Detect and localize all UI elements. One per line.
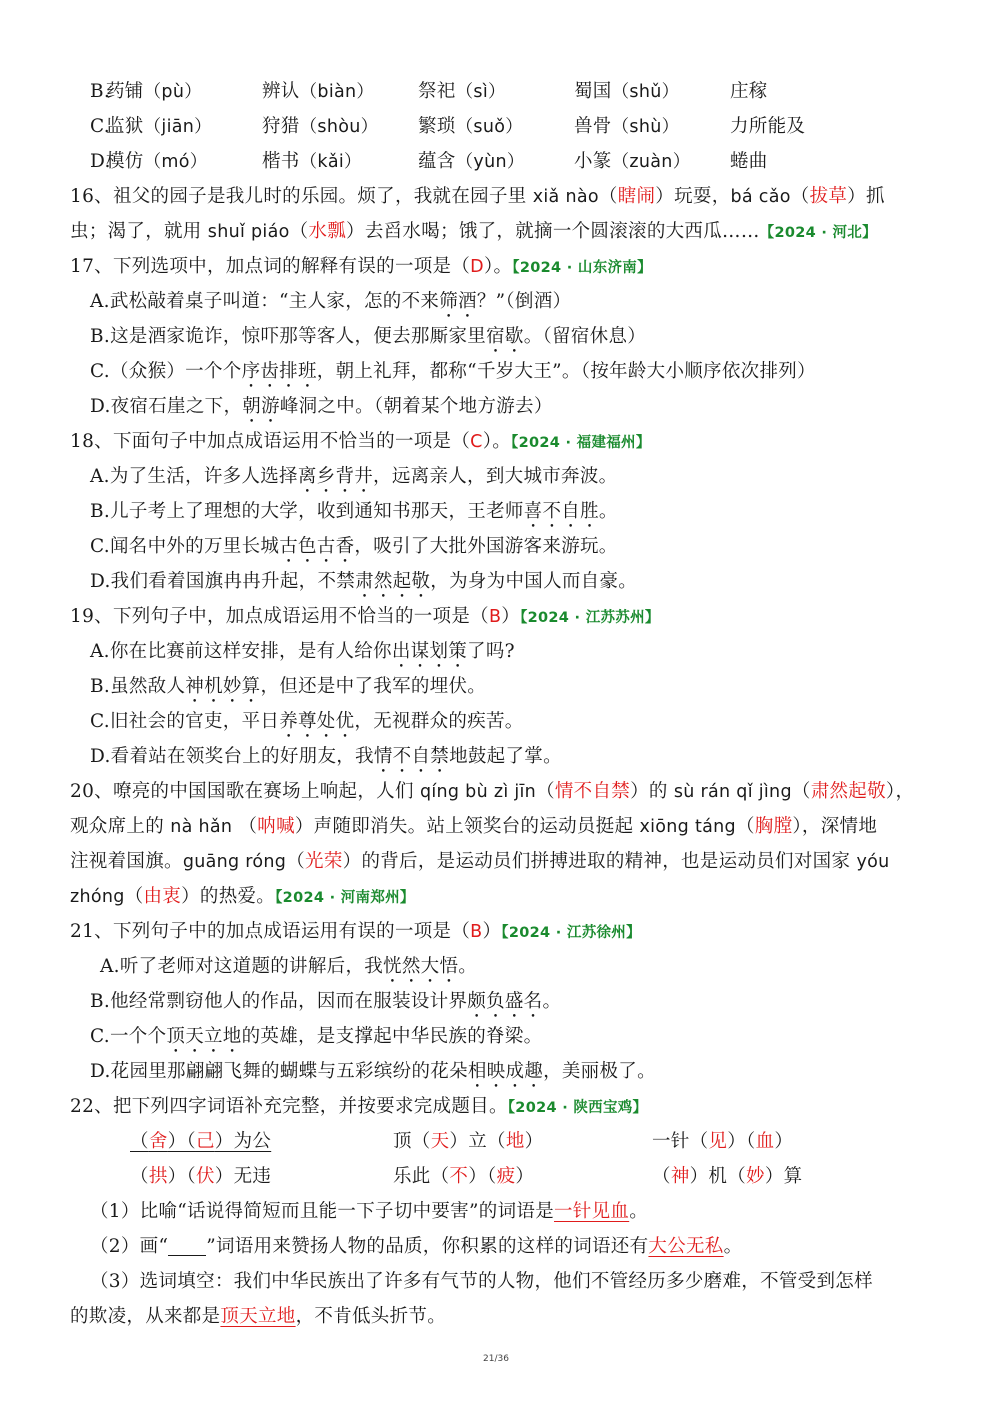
pinyin: （kǎi） xyxy=(299,152,362,172)
text: 注视着国旗。 xyxy=(70,851,183,872)
text: A.你在比赛前这样安排，是有人给你 xyxy=(90,641,392,662)
text: ）无违 xyxy=(214,1166,272,1187)
word: 兽骨 xyxy=(574,116,612,137)
text: C.一个个 xyxy=(90,1026,167,1047)
dotted-word: 筛酒 xyxy=(439,291,477,312)
idiom xyxy=(393,1159,534,1194)
q18-option-b xyxy=(90,494,950,529)
pinyin: （biàn） xyxy=(299,82,375,102)
pinyin: （sì） xyxy=(455,82,506,102)
text: ） xyxy=(524,1131,544,1152)
pinyin: （shòu） xyxy=(299,117,379,137)
word: 蜷曲 xyxy=(730,151,768,172)
text: B.这是酒家诡诈，惊吓那等客人，便去那厮家里 xyxy=(90,326,487,347)
q19-stem xyxy=(70,599,930,634)
text: B.他经常剽窃他人的作品，因而在服装设计界 xyxy=(90,991,468,1012)
answer: 拔草 xyxy=(809,186,848,207)
option-label: B. xyxy=(90,81,111,102)
text: 17、下列选项中，加点词的解释有误的一项是（ xyxy=(70,256,471,277)
text: D.我们看着国旗冉冉升起，不禁 xyxy=(90,571,356,592)
answer: 疲 xyxy=(496,1166,516,1187)
text: （ xyxy=(124,886,144,907)
text: A.为了生活，许多人选择 xyxy=(90,466,298,487)
q17-option-a xyxy=(90,284,950,319)
q21-option-c xyxy=(90,1019,950,1054)
text: ，美丽极了。 xyxy=(543,1061,656,1082)
q22-stem xyxy=(70,1089,930,1124)
text: 虫；渴了，就用 xyxy=(70,221,208,242)
text: ，朝上礼拜，都称“千岁大王”。（按年龄大小顺序依次排列） xyxy=(316,361,816,382)
q22-words-row-1 xyxy=(130,1124,910,1159)
q20-line-4 xyxy=(70,879,930,914)
text: 地鼓起了掌。 xyxy=(449,746,562,767)
dotted-word: 古色古香 xyxy=(279,536,355,557)
text: ）（ xyxy=(727,1131,756,1152)
text: ）（ xyxy=(167,1131,196,1152)
text: ）抓 xyxy=(847,186,885,207)
text: ）， xyxy=(885,781,915,802)
text: ，为身为中国人而自豪。 xyxy=(430,571,638,592)
text: （2）画“ xyxy=(90,1236,169,1257)
text: 。（留宿休息） xyxy=(523,326,647,347)
source-tag: 【2024 · 陕西宝鸡】 xyxy=(507,1100,648,1116)
text: ）。 xyxy=(483,256,513,277)
word: 祭祀 xyxy=(418,81,456,102)
pinyin: （mó） xyxy=(143,152,208,172)
pinyin: shuǐ piáo xyxy=(207,222,290,242)
answer: 一针见血 xyxy=(554,1201,630,1222)
pinyin: zhóng xyxy=(70,887,125,907)
idiom-underlined xyxy=(130,1124,271,1159)
option-label: D. xyxy=(90,151,111,172)
text: A.听了老师对这道题的讲解后，我 xyxy=(100,956,384,977)
q19-option-b xyxy=(90,669,950,704)
text: ）的 xyxy=(630,781,674,802)
text: D.花园里那翩翩飞舞的蝴蝶与五彩缤纷的花朵 xyxy=(90,1061,468,1082)
q22-sub-3-line-2 xyxy=(70,1299,930,1334)
text: 的欺凌，从来都是 xyxy=(70,1306,221,1327)
text: 。 xyxy=(458,956,478,977)
answer: 情不自禁 xyxy=(554,781,631,802)
dotted-word: 宿歇 xyxy=(486,326,524,347)
word: 蜀国 xyxy=(574,81,612,102)
source-tag: 【2024 · 江苏徐州】 xyxy=(501,925,641,941)
answer: 肃然起敬 xyxy=(810,781,886,802)
text: ），深情地 xyxy=(792,816,878,837)
text: （ xyxy=(130,1131,149,1152)
q21-stem xyxy=(70,914,930,949)
pinyin: （shù） xyxy=(611,117,680,137)
dotted-word: 离乡背井 xyxy=(297,466,374,487)
q19-option-d xyxy=(90,739,950,774)
q17-stem xyxy=(70,249,930,284)
word: 庄稼 xyxy=(730,81,768,102)
q22-words-row-2 xyxy=(130,1159,910,1194)
dotted-word: 养尊处优 xyxy=(279,711,355,732)
q21-option-b xyxy=(90,984,950,1019)
option-row-b xyxy=(90,74,950,109)
text: D.看着站在领奖台上的好朋友，我 xyxy=(90,746,374,767)
answer: 地 xyxy=(505,1131,525,1152)
option-label: C. xyxy=(90,116,110,137)
answer: B xyxy=(488,607,502,627)
pinyin: guāng róng xyxy=(182,852,287,872)
text: （ xyxy=(598,186,618,207)
idiom xyxy=(652,1124,793,1159)
text: A.武松敲着桌子叫道：“主人家，怎的不来 xyxy=(90,291,440,312)
word: 辨认 xyxy=(262,81,300,102)
text: ）。 xyxy=(482,431,512,452)
text: （1）比喻“话说得简短而且能一下子切中要害”的词语是 xyxy=(90,1201,554,1222)
answer: D xyxy=(470,257,484,277)
q22-sub-2 xyxy=(90,1229,950,1264)
dotted-word: 序齿排班 xyxy=(241,361,317,382)
text: ） xyxy=(482,921,502,942)
dotted-word: 相映成趣 xyxy=(467,1061,544,1082)
dotted-word: 情不自禁 xyxy=(373,746,450,767)
idiom xyxy=(393,1124,543,1159)
text: ）的背后，是运动员们拼搏进取的精神，也是运动员们对国家 xyxy=(342,851,857,872)
text: B.虽然敌人 xyxy=(90,676,186,697)
text: 。 xyxy=(723,1236,743,1257)
pinyin: （zuàn） xyxy=(611,152,691,172)
pinyin: xiǎ nào xyxy=(532,187,599,207)
text: ）机（ xyxy=(689,1166,747,1187)
q21-option-a xyxy=(100,949,960,984)
dotted-word: 喜不自胜 xyxy=(523,501,599,522)
word: 狩猎 xyxy=(262,116,300,137)
text: （ xyxy=(791,781,811,802)
text: 22、把下列四字词语补充完整，并按要求完成题目。 xyxy=(70,1096,508,1117)
source-tag: 【2024 · 福建福州】 xyxy=(511,435,651,451)
text: 了吗? xyxy=(467,641,515,662)
text: ，远离亲人，到大城市奔波。 xyxy=(373,466,618,487)
pinyin: sù rán qǐ jìng xyxy=(673,782,792,802)
answer: 舍 xyxy=(148,1131,168,1152)
answer: 不 xyxy=(449,1166,469,1187)
text: 乐此（ xyxy=(393,1166,450,1187)
q18-stem xyxy=(70,424,930,459)
text: 的英雄，是支撑起中华民族的脊梁。 xyxy=(241,1026,543,1047)
word: 力所能及 xyxy=(730,116,806,137)
pinyin: xiōng táng xyxy=(639,817,736,837)
text: ） xyxy=(515,1166,535,1187)
idiom xyxy=(130,1159,271,1194)
answer: 伏 xyxy=(195,1166,215,1187)
text: 20、嘹亮的中国国歌在赛场上响起，人们 xyxy=(70,781,420,802)
answer: B xyxy=(470,922,483,942)
pinyin: （yùn） xyxy=(455,152,525,172)
text: ，无视群众的疾苦。 xyxy=(354,711,524,732)
text: （3）选词填空：我们中华民族出了许多有气节的人物，他们不管经历多少磨难，不管受到怎样 xyxy=(90,1271,873,1292)
pinyin: （pù） xyxy=(143,82,203,102)
text: （ xyxy=(232,816,258,837)
pinyin: yóu xyxy=(856,852,890,872)
text: 。 xyxy=(598,501,618,522)
answer: 见 xyxy=(708,1131,728,1152)
text: 顶（ xyxy=(393,1131,431,1152)
q20-line-2 xyxy=(70,809,930,844)
text: 。 xyxy=(629,1201,649,1222)
text: 18、下面句子中加点成语运用不恰当的一项是（ xyxy=(70,431,471,452)
source-tag: 【2024 · 河北】 xyxy=(759,225,877,241)
page-number: 21/36 xyxy=(483,1354,509,1364)
word: 蕴含 xyxy=(418,151,456,172)
text: B.儿子考上了理想的大学，收到通知书那天，王老师 xyxy=(90,501,524,522)
dotted-word: 恍然大悟 xyxy=(383,956,459,977)
option-row-d xyxy=(90,144,950,179)
idiom xyxy=(652,1159,802,1194)
q21-option-d xyxy=(90,1054,950,1089)
pinyin: （shǔ） xyxy=(611,82,680,102)
q17-option-b xyxy=(90,319,950,354)
text: ） xyxy=(774,1131,794,1152)
text: ）玩耍， xyxy=(655,186,731,207)
source-tag: 【2024 · 山东济南】 xyxy=(512,260,652,276)
word: 楷书 xyxy=(262,151,300,172)
dotted-word: 出谋划策 xyxy=(391,641,468,662)
q16-line-1 xyxy=(70,179,930,214)
text: 一针（ xyxy=(652,1131,709,1152)
answer: 天 xyxy=(430,1131,450,1152)
q17-option-d xyxy=(90,389,950,424)
text: ）立（ xyxy=(449,1131,506,1152)
dotted-word: 颇负盛名 xyxy=(467,991,543,1012)
text: C.（众猴）一个个 xyxy=(90,361,242,382)
q18-option-a xyxy=(90,459,950,494)
text: ，但还是中了我军的埋伏。 xyxy=(260,676,487,697)
q20-line-3 xyxy=(70,844,930,879)
answer: 顶天立地 xyxy=(220,1306,296,1327)
text: C.旧社会的官吏，平日 xyxy=(90,711,280,732)
word: 繁琐 xyxy=(418,116,456,137)
text: ）声随即消失。站上领奖台的运动员挺起 xyxy=(294,816,640,837)
text: （ xyxy=(790,186,810,207)
answer: 由衷 xyxy=(143,886,182,907)
source-tag: 【2024 · 江苏苏州】 xyxy=(520,610,660,626)
answer: 拱 xyxy=(148,1166,168,1187)
q17-option-c xyxy=(90,354,950,389)
text: ）的热爱。 xyxy=(181,886,276,907)
pinyin: （suǒ） xyxy=(455,117,524,137)
text: D.夜宿石崖之下， xyxy=(90,396,243,417)
dotted-word: 顶天立地 xyxy=(166,1026,242,1047)
text: 峰洞之中。（朝着某个地方游去） xyxy=(279,396,553,417)
q16-line-2 xyxy=(70,214,930,249)
answer: C xyxy=(470,432,483,452)
pinyin: （jiān） xyxy=(143,117,212,137)
text: ，不肯低头折节。 xyxy=(295,1306,447,1327)
pinyin: qíng bù zì jīn xyxy=(419,782,537,802)
q19-option-a xyxy=(90,634,950,669)
q19-option-c xyxy=(90,704,950,739)
dotted-word: 肃然起敬 xyxy=(355,571,431,592)
text: （ xyxy=(286,851,306,872)
text: （ xyxy=(130,1166,149,1187)
option-row-c xyxy=(90,109,950,144)
word: 模仿 xyxy=(106,151,144,172)
text: （ xyxy=(289,221,309,242)
word: 药铺 xyxy=(106,81,144,102)
answer: 呐喊 xyxy=(257,816,295,837)
answer: 水瓢 xyxy=(308,221,347,242)
text: ）为公 xyxy=(214,1131,272,1152)
pinyin: bá cǎo xyxy=(730,187,791,207)
q18-option-c xyxy=(90,529,950,564)
source-tag: 【2024 · 河南郑州】 xyxy=(275,890,415,906)
text: ）（ xyxy=(167,1166,196,1187)
q18-option-d xyxy=(90,564,950,599)
answer: 血 xyxy=(755,1131,775,1152)
text: （ xyxy=(536,781,555,802)
dotted-word: 神机妙算 xyxy=(185,676,261,697)
word: 小篆 xyxy=(574,151,612,172)
answer: 大公无私 xyxy=(648,1236,724,1257)
dotted-word: 朝游 xyxy=(242,396,280,417)
answer: 胸膛 xyxy=(754,816,793,837)
text: C.闻名中外的万里长城 xyxy=(90,536,280,557)
answer: 己 xyxy=(195,1131,215,1152)
text: ）去舀水喝；饿了，就摘一个圆滚滚的大西瓜…… xyxy=(346,221,760,242)
text: 21、下列句子中的加点成语运用有误的一项是（ xyxy=(70,921,471,942)
text: ？”（倒酒） xyxy=(476,291,572,312)
text: 观众席上的 xyxy=(70,816,171,837)
answer: 神 xyxy=(670,1166,690,1187)
text: 16、祖父的园子是我儿时的乐园。烦了，我就在园子里 xyxy=(70,186,533,207)
text: ）（ xyxy=(468,1166,497,1187)
text: ）算 xyxy=(764,1166,803,1187)
text: 。 xyxy=(542,991,562,1012)
text: ，吸引了大批外国游客来游玩。 xyxy=(354,536,618,557)
answer: 瞎闹 xyxy=(617,186,656,207)
word: 监狱 xyxy=(106,116,144,137)
text: ） xyxy=(501,606,521,627)
text: （ xyxy=(735,816,755,837)
text: （ xyxy=(652,1166,671,1187)
underline-mark xyxy=(168,1233,206,1256)
answer: 妙 xyxy=(746,1166,765,1187)
text: ”词语用来赞扬人物的品质，你积累的这样的词语还有 xyxy=(206,1236,649,1257)
q22-sub-3-line-1 xyxy=(90,1264,950,1299)
pinyin: nà hǎn xyxy=(170,817,233,837)
q22-sub-1 xyxy=(90,1194,950,1229)
q20-line-1 xyxy=(70,774,930,809)
text: 19、下列句子中，加点成语运用不恰当的一项是（ xyxy=(70,606,489,627)
answer: 光荣 xyxy=(305,851,343,872)
